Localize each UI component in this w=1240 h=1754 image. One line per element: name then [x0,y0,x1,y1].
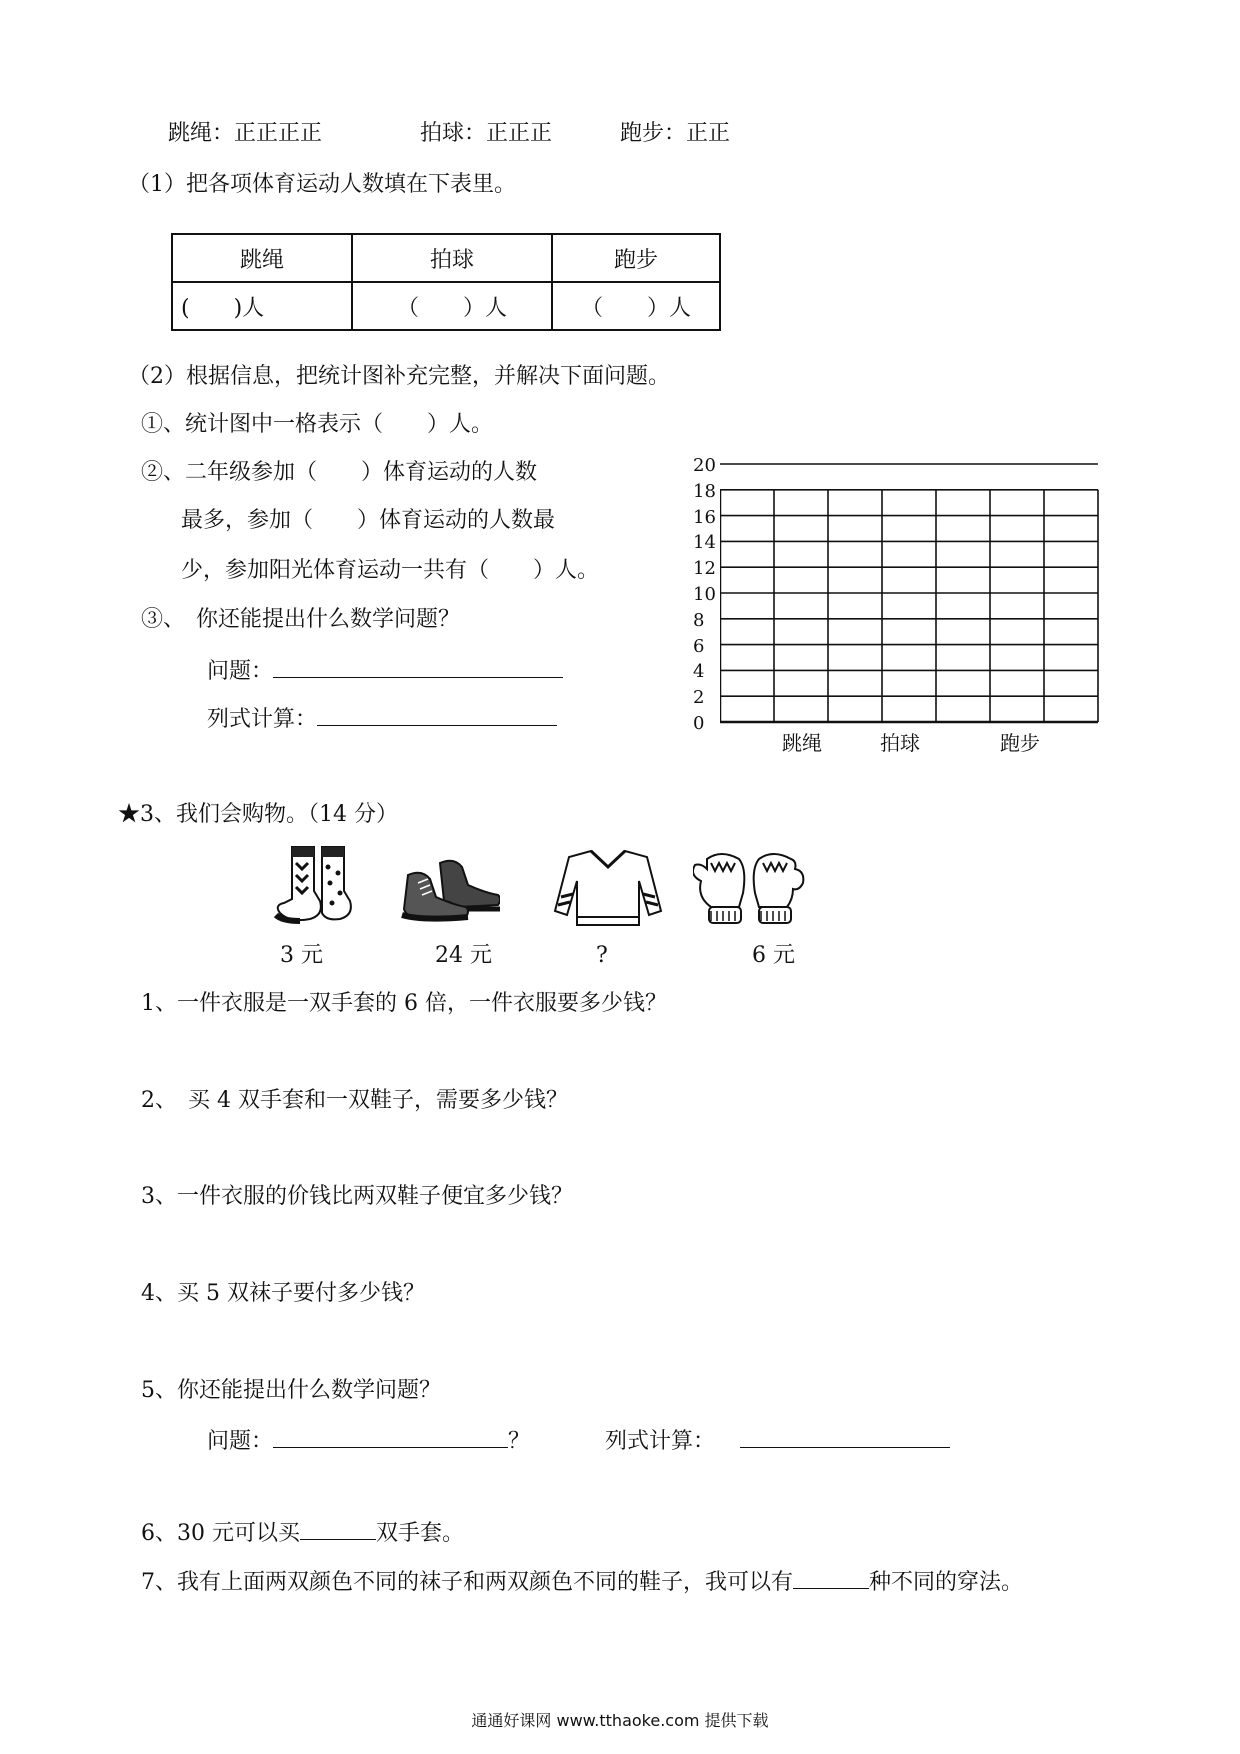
part2-question-1: ①、统计图中一格表示（ ）人。 [141,412,494,437]
question-mark: ？ [508,1429,531,1454]
q7-blank[interactable] [793,1570,869,1589]
part2-question-3: ③、 你还能提出什么数学问题？ [141,607,461,632]
x-tick-label: 拍球 [880,731,920,755]
question-blank[interactable] [273,1429,508,1448]
q7-suffix: 种不同的穿法。 [869,1570,1024,1595]
shopping-question-7 [141,1570,1023,1594]
tally-jump-rope: 跳绳：正正正正 [168,121,323,146]
table-cell-ball[interactable]: （ ）人 [352,282,552,330]
price-shoes: 24 元 [435,943,492,968]
q6-prefix: 6、30 元可以买 [141,1521,300,1546]
part2-question-field [207,659,563,683]
y-tick-16: 16 [693,506,716,528]
shopping-question-1: 1、一件衣服是一双手套的 6 倍，一件衣服要多少钱？ [141,991,667,1016]
question-label: 问题： [207,659,274,684]
count-table [171,233,721,331]
tally-run: 跑步：正正 [620,121,731,146]
shopping-question-6 [141,1521,464,1545]
table-cell-jump-rope[interactable]: ( )人 [172,282,352,330]
socks-icon [272,843,362,928]
shopping-question-2: 2、 买 4 双手套和一双鞋子，需要多少钱？ [141,1088,568,1113]
table-header-ball: 拍球 [352,234,552,282]
part2-prompt: （2）根据信息，把统计图补充完整，并解决下面问题。 [128,364,670,389]
x-tick-label: 跳绳 [782,731,822,755]
y-tick-10: 10 [693,584,716,605]
table-header-run: 跑步 [552,234,720,282]
part2-question-2-line3: 少，参加阳光体育运动一共有（ ）人。 [181,558,600,583]
part2-question-2-line2: 最多，参加（ ）体育运动的人数最 [181,508,556,533]
calc-blank[interactable] [740,1429,950,1448]
shopping-question-5-calc [605,1429,950,1453]
q6-blank[interactable] [300,1521,376,1540]
y-tick-2: 2 [693,687,705,709]
price-sweater: ? [596,943,608,968]
question-label: 问题： [207,1429,274,1454]
calc-blank[interactable] [317,707,557,726]
shoes-icon [400,853,500,925]
y-tick-14: 14 [693,532,716,554]
q6-suffix: 双手套。 [376,1521,465,1546]
calc-label: 列式计算： [207,707,318,732]
table-header-jump-rope: 跳绳 [172,234,352,282]
tally-ball: 拍球：正正正 [420,121,553,146]
calc-label: 列式计算： [605,1429,716,1454]
x-tick-label: 跑步 [1000,731,1040,755]
y-tick-6: 6 [693,635,705,657]
question-blank[interactable] [273,659,563,678]
shopping-question-3: 3、一件衣服的价钱比两双鞋子便宜多少钱？ [141,1184,573,1209]
footer: 通通好课网 www.tthaoke.com 提供下载 [471,1711,769,1730]
y-tick-18: 18 [693,480,716,502]
price-gloves: 6 元 [752,943,795,968]
part1-prompt: （1）把各项体育运动人数填在下表里。 [128,172,516,197]
table-cell-run[interactable]: （ ）人 [552,282,720,330]
gloves-icon [693,849,808,929]
shopping-question-5-field [207,1429,530,1453]
shopping-question-4: 4、买 5 双袜子要付多少钱？ [141,1281,425,1306]
shopping-question-5: 5、你还能提出什么数学问题？ [141,1378,441,1403]
y-tick-4: 4 [693,661,705,683]
y-tick-8: 8 [693,609,705,631]
y-tick-20: 20 [693,455,716,476]
y-tick-0: 0 [693,713,705,734]
y-tick-12: 12 [693,558,716,580]
part2-question-2-line1: ②、二年级参加（ ）体育运动的人数 [141,460,538,485]
bar-chart-grid[interactable] [720,462,1105,732]
section3-title: ★3、我们会购物。（14 分） [118,802,398,827]
q7-prefix: 7、我有上面两双颜色不同的袜子和两双颜色不同的鞋子，我可以有 [141,1570,793,1595]
price-socks: 3 元 [280,943,323,968]
part2-calc-field [207,707,557,731]
sweater-icon [553,847,663,932]
